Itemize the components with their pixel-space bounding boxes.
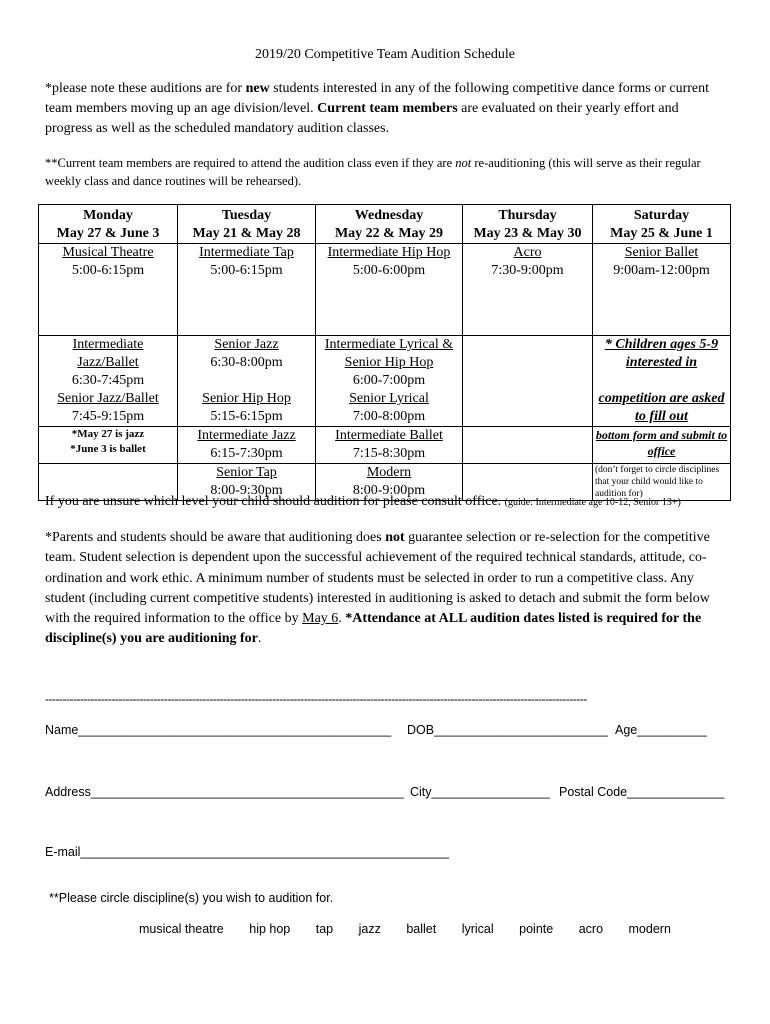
- cell-saturday-2: * Children ages 5-9 interested in competition are asked to fill out: [593, 336, 731, 427]
- cell-thursday-1: Acro 7:30-9:00pm: [463, 244, 593, 336]
- cell-tuesday-2: Senior Jazz 6:30-8:00pm Senior Hip Hop 5:15-6:15pm: [178, 336, 316, 427]
- cell-wednesday-1: Intermediate Hip Hop 5:00-6:00pm: [316, 244, 463, 336]
- discipline-option[interactable]: ballet: [406, 922, 437, 936]
- cell-monday-1: Musical Theatre 5:00-6:15pm: [39, 244, 178, 336]
- cell-saturday-1: Senior Ballet 9:00am-12:00pm: [593, 244, 731, 336]
- dob-field[interactable]: DOB_________________________: [407, 723, 608, 737]
- cell-saturday-3: bottom form and submit to office: [593, 427, 731, 464]
- discipline-option[interactable]: lyrical: [461, 922, 494, 936]
- cell-tuesday-4: Senior Tap 8:00-9:30pm: [178, 464, 316, 501]
- discipline-option[interactable]: musical theatre: [139, 922, 224, 936]
- address-field[interactable]: Address_____________________________________________: [45, 785, 404, 799]
- discipline-option[interactable]: hip hop: [249, 922, 291, 936]
- selection-paragraph: *Parents and students should be aware that auditioning does not guarantee selection or re-selection for the competitive team. Student selection is dependent upon the successful achievement of the required technical standards, attitude, co-ordination and work ethic. A minimum number of students must be selected in order to run a competitive class. Any student (including current competitive students) interested in auditioning is asked to detach and submit the form below with the required information to the office by May 6. *Attendance at ALL audition dates listed is required for the discipline(s) you are auditioning for.: [45, 530, 710, 647]
- cell-saturday-4: (don’t forget to circle disciplines that your child would like to audition for): [593, 464, 731, 501]
- name-field[interactable]: Name_____________________________________________: [45, 723, 392, 737]
- discipline-option[interactable]: jazz: [358, 922, 381, 936]
- cell-monday-3: *May 27 is jazz *June 3 is ballet: [39, 427, 178, 464]
- discipline-option[interactable]: modern: [628, 922, 671, 936]
- discipline-option[interactable]: tap: [315, 922, 334, 936]
- current-members-note: **Current team members are required to attend the audition class even if they are not re-auditioning (this will serve as their regular weekly class and dance routines will be rehearsed).: [45, 156, 701, 188]
- city-field[interactable]: City_________________: [410, 785, 550, 799]
- intro-paragraph: *please note these auditions are for new students interested in any of the following competitive dance forms or current team members moving up an age division/level. Current team members are evaluated on their yearly effort and progress as well as the scheduled mandatory audition classes.: [45, 81, 710, 136]
- cell-wednesday-3: Intermediate Ballet 7:15-8:30pm: [316, 427, 463, 464]
- header-thursday: Thursday May 23 & May 30: [463, 205, 593, 244]
- cell-thursday-2: [463, 336, 593, 427]
- cell-wednesday-4: Modern 8:00-9:00pm: [316, 464, 463, 501]
- age-field[interactable]: Age__________: [615, 723, 707, 737]
- header-wednesday: Wednesday May 22 & May 29: [316, 205, 463, 244]
- cell-tuesday-3: Intermediate Jazz 6:15-7:30pm: [178, 427, 316, 464]
- discipline-option[interactable]: pointe: [519, 922, 554, 936]
- table-row: [39, 244, 731, 336]
- page-title: 2019/20 Competitive Team Audition Schedule: [254, 47, 516, 62]
- circle-discipline-note: **Please circle discipline(s) you wish to audition for.: [49, 891, 334, 905]
- cell-monday-2: Intermediate Jazz/Ballet 6:30-7:45pm Senior Jazz/Ballet 7:45-9:15pm: [39, 336, 178, 427]
- table-row: [39, 427, 731, 464]
- cell-wednesday-2: Intermediate Lyrical & Senior Hip Hop 6:00-7:00pm Senior Lyrical 7:00-8:00pm: [316, 336, 463, 427]
- discipline-list: [139, 922, 693, 936]
- discipline-option[interactable]: acro: [578, 922, 604, 936]
- email-field[interactable]: E-mail_____________________________________________________: [45, 845, 449, 859]
- audition-schedule-table: [38, 204, 731, 501]
- table-header-row: [39, 205, 731, 244]
- header-monday: Monday May 27 & June 3: [39, 205, 178, 244]
- cell-tuesday-1: Intermediate Tap 5:00-6:15pm: [178, 244, 316, 336]
- header-tuesday: Tuesday May 21 & May 28: [178, 205, 316, 244]
- header-saturday: Saturday May 25 & June 1: [593, 205, 731, 244]
- postal-code-field[interactable]: Postal Code______________: [559, 785, 725, 799]
- detach-line: -----------------------------------------------------------------------------------------------------------------------------------------------------------: [45, 692, 587, 706]
- cell-thursday-3: [463, 427, 593, 464]
- level-guide-line: If you are unsure which level your child should audition for please consult office. (guide: Intermediate age 10-12, Senior 13+): [45, 494, 681, 509]
- table-row: [39, 336, 731, 427]
